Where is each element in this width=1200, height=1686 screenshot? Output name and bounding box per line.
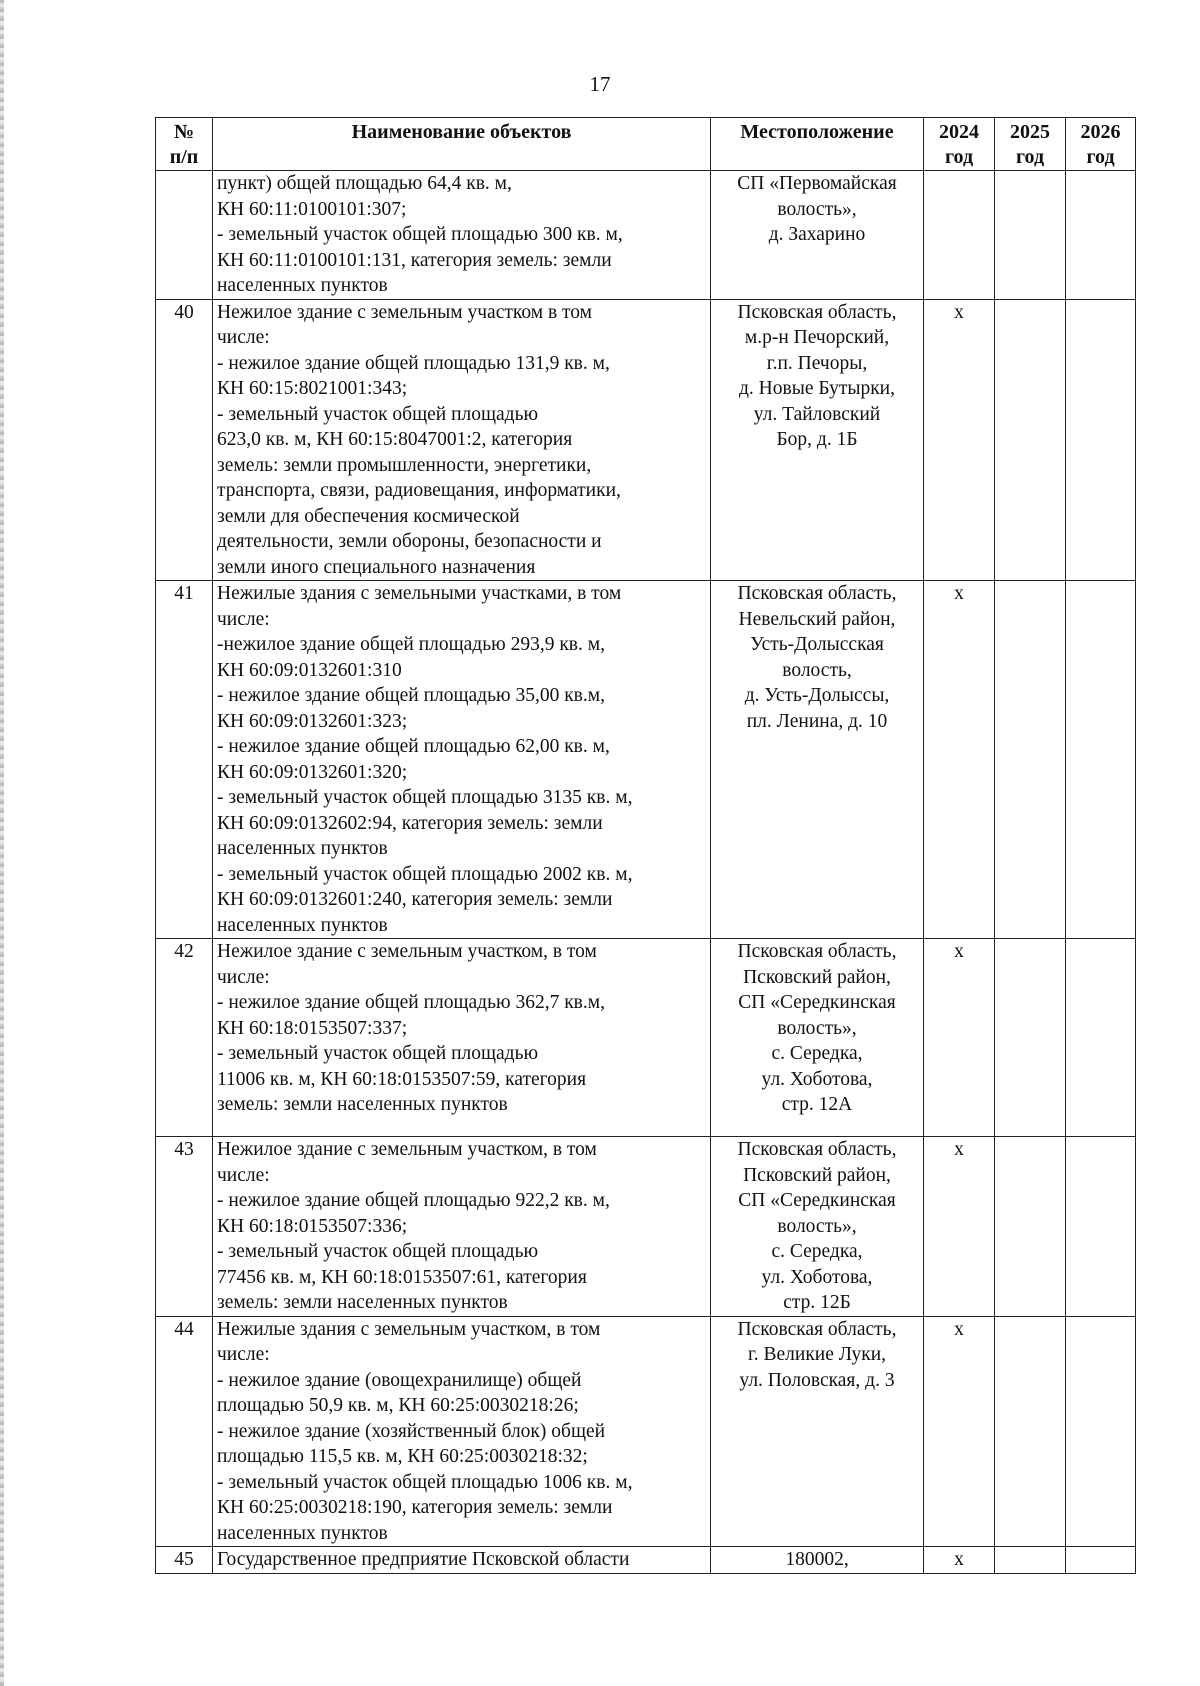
object-name-cell — [213, 1316, 711, 1547]
object-name-line: земель: земли населенных пунктов — [217, 1094, 508, 1115]
object-name-line: - земельный участок общей площадью — [217, 1043, 539, 1064]
year-mark-2024: х — [924, 1137, 995, 1317]
object-name-cell — [213, 939, 711, 1137]
year-mark-2024: х — [924, 939, 995, 1137]
location-line: Псковская область, — [737, 583, 897, 604]
location-line: волость», — [777, 198, 857, 220]
object-name-line: - нежилое здание общей площадью 131,9 кв. м, — [217, 352, 610, 374]
object-name-line: - нежилое здание (хозяйственный блок) общей — [217, 1420, 606, 1442]
year-mark-2025 — [995, 1137, 1066, 1317]
object-name-line: земель: земли населенных пунктов — [217, 1292, 508, 1313]
header-num-line: п/п — [169, 146, 199, 168]
location-line: СП «Середкинская — [738, 1190, 896, 1211]
location-line: СП «Середкинская — [738, 992, 896, 1013]
object-name-line: КН 60:09:0132602:94, категория земель: земли — [217, 812, 603, 834]
object-name-cell — [213, 1547, 711, 1574]
table-row — [156, 1547, 1136, 1574]
row-number: 40 — [156, 299, 213, 581]
table-row — [156, 171, 1136, 300]
object-name-line: - земельный участок общей площадью 300 кв. м, — [217, 224, 623, 245]
object-name-cell — [213, 171, 711, 300]
object-name-cell — [213, 581, 711, 939]
location-line: Бор, д. 1Б — [776, 429, 858, 450]
location-line: волость, — [782, 659, 852, 681]
location-cell — [711, 581, 924, 939]
header-year-line: 2026 — [1080, 121, 1121, 143]
object-name-line: КН 60:11:0100101:307; — [217, 198, 407, 220]
object-name-line: транспорта, связи, радиовещания, информатики, — [217, 480, 621, 501]
row-number: 42 — [156, 939, 213, 1137]
object-name-line: числе: — [217, 1164, 270, 1186]
location-line: Псковская область, — [737, 941, 897, 962]
year-mark-2025 — [995, 1316, 1066, 1547]
header-row — [156, 118, 1136, 171]
table-row — [156, 581, 1136, 939]
object-name-line: населенных пунктов — [217, 838, 388, 859]
object-name-cell — [213, 1137, 711, 1317]
header-num-line: № — [173, 121, 195, 143]
location-line: Псковский район, — [743, 966, 891, 988]
location-line: стр. 12А — [781, 1094, 853, 1115]
year-mark-2025 — [995, 1547, 1066, 1574]
year-mark-2024 — [924, 171, 995, 300]
year-mark-2024: х — [924, 1547, 995, 1574]
location-line: д. Новые Бутырки, — [739, 378, 895, 399]
object-name-line: Нежилые здания с земельным участком, в том — [217, 1318, 601, 1340]
object-name-line: площадью 50,9 кв. м, КН 60:25:0030218:26; — [217, 1395, 579, 1416]
object-name-line: - земельный участок общей площадью 1006 кв. м, — [217, 1471, 633, 1493]
row-number: 44 — [156, 1316, 213, 1547]
year-mark-2026 — [1066, 1316, 1136, 1547]
object-name-line: числе: — [217, 966, 270, 988]
object-name-cell — [213, 299, 711, 581]
table-header — [156, 118, 1136, 171]
table-row — [156, 299, 1136, 581]
object-name-line: деятельности, земли обороны, безопасности и — [217, 531, 602, 552]
year-mark-2024: х — [924, 1316, 995, 1547]
table-row — [156, 1316, 1136, 1547]
object-name-line: - нежилое здание общей площадью 62,00 кв. м, — [217, 736, 610, 757]
location-line: д. Усть-Долыссы, — [744, 685, 890, 706]
row-number: 45 — [156, 1547, 213, 1574]
object-name-line: числе: — [217, 608, 270, 630]
location-line: 180002, — [785, 1549, 849, 1570]
page-number: 17 — [589, 72, 611, 96]
object-name-line: площадью 115,5 кв. м, КН 60:25:0030218:32; — [217, 1446, 588, 1467]
location-line: Невельский район, — [738, 608, 896, 630]
object-name-line: КН 60:11:0100101:131, категория земель: земли — [217, 249, 612, 271]
location-line: м.р-н Печорский, — [744, 327, 890, 348]
header-num — [156, 118, 213, 171]
table-body — [156, 171, 1136, 1574]
object-name-line: земель: земли промышленности, энергетики, — [217, 454, 592, 476]
location-line: г. Великие Луки, — [747, 1344, 887, 1365]
object-name-line: - нежилое здание (овощехранилище) общей — [217, 1369, 582, 1391]
object-name-line: населенных пунктов — [217, 914, 388, 936]
table-row — [156, 1137, 1136, 1317]
year-mark-2026 — [1066, 299, 1136, 581]
header-year-line: год — [944, 146, 974, 168]
year-mark-2024: х — [924, 299, 995, 581]
object-name-line: - земельный участок общей площадью — [217, 1241, 539, 1262]
object-name-line: Нежилое здание с земельным участком в том — [217, 301, 593, 323]
object-name-line: пункт) общей площадью 64,4 кв. м, — [217, 173, 512, 194]
location-line: пл. Ленина, д. 10 — [746, 710, 888, 732]
year-mark-2024: х — [924, 581, 995, 939]
year-mark-2025 — [995, 171, 1066, 300]
location-line: ул. Хоботова, — [761, 1266, 873, 1288]
scan-edge — [0, 0, 4, 1686]
object-name-line: КН 60:09:0132601:323; — [217, 710, 408, 732]
location-line: ул. Половская, д. 3 — [739, 1369, 895, 1391]
location-cell — [711, 1316, 924, 1547]
location-line: с. Середка, — [771, 1043, 863, 1064]
location-line: волость», — [777, 1215, 857, 1237]
year-mark-2025 — [995, 299, 1066, 581]
row-number — [156, 171, 213, 300]
location-line: Псковская область, — [737, 1318, 897, 1340]
object-name-line: 11006 кв. м, КН 60:18:0153507:59, категория — [217, 1068, 587, 1090]
header-name: Наименование объектов — [213, 118, 711, 171]
object-name-line: Нежилое здание с земельным участком, в том — [217, 941, 597, 962]
location-cell — [711, 939, 924, 1137]
object-name-line: - земельный участок общей площадью 2002 кв. м, — [217, 863, 633, 885]
header-year-2024 — [924, 118, 995, 171]
objects-table — [155, 117, 1136, 1574]
location-line: волость», — [777, 1017, 857, 1039]
object-name-line: - земельный участок общей площадью 3135 кв. м, — [217, 787, 633, 808]
location-line: Псковский район, — [743, 1164, 891, 1186]
object-name-line: КН 60:09:0132601:320; — [217, 761, 408, 783]
row-number: 41 — [156, 581, 213, 939]
object-name-line: КН 60:18:0153507:336; — [217, 1215, 408, 1237]
location-line: Псковская область, — [737, 1139, 897, 1160]
year-mark-2025 — [995, 939, 1066, 1137]
location-line: ул. Тайловский — [753, 403, 881, 425]
location-line: г.п. Печоры, — [766, 352, 868, 374]
year-mark-2025 — [995, 581, 1066, 939]
header-year-line: 2025 — [1010, 121, 1050, 143]
location-line: ул. Хоботова, — [761, 1068, 873, 1090]
object-name-line: - земельный участок общей площадью — [217, 403, 539, 425]
object-name-line: - нежилое здание общей площадью 35,00 кв.м, — [217, 685, 605, 706]
object-name-line: Нежилое здание с земельным участком, в том — [217, 1139, 597, 1160]
object-name-line: Государственное предприятие Псковской области — [217, 1549, 630, 1570]
row-number: 43 — [156, 1137, 213, 1317]
location-line: с. Середка, — [771, 1241, 863, 1262]
object-name-line: -нежилое здание общей площадью 293,9 кв. м, — [217, 634, 605, 655]
object-name-line: КН 60:09:0132601:310 — [217, 659, 402, 681]
location-line: СП «Первомайская — [737, 173, 897, 194]
location-line: стр. 12Б — [783, 1292, 851, 1313]
header-year-line: год — [1086, 146, 1115, 168]
object-name-line: КН 60:18:0153507:337; — [217, 1017, 408, 1039]
object-name-line: - нежилое здание общей площадью 922,2 кв. м, — [217, 1190, 610, 1211]
location-cell — [711, 1137, 924, 1317]
object-name-line: населенных пунктов — [217, 275, 388, 296]
object-name-line: Нежилые здания с земельными участками, в том — [217, 583, 622, 604]
year-mark-2026 — [1066, 1547, 1136, 1574]
location-line: Псковская область, — [737, 301, 897, 323]
location-cell — [711, 171, 924, 300]
location-cell — [711, 1547, 924, 1574]
object-name-line: населенных пунктов — [217, 1522, 388, 1544]
object-name-line: КН 60:15:8021001:343; — [217, 378, 408, 399]
location-line: Усть-Долысская — [750, 634, 884, 655]
header-year-line: 2024 — [939, 121, 979, 143]
object-name-line: числе: — [217, 327, 270, 348]
object-name-line: 77456 кв. м, КН 60:18:0153507:61, категория — [217, 1266, 587, 1288]
year-mark-2026 — [1066, 1137, 1136, 1317]
header-year-2026 — [1066, 118, 1136, 171]
header-year-2025 — [995, 118, 1066, 171]
object-name-line: числе: — [217, 1344, 270, 1365]
location-cell — [711, 299, 924, 581]
object-name-line: 623,0 кв. м, КН 60:15:8047001:2, категория — [217, 429, 573, 450]
object-name-line: КН 60:09:0132601:240, категория земель: земли — [217, 889, 613, 910]
year-mark-2026 — [1066, 171, 1136, 300]
object-name-line: - нежилое здание общей площадью 362,7 кв.м, — [217, 992, 605, 1013]
header-location: Местоположение — [711, 118, 924, 171]
object-name-line: КН 60:25:0030218:190, категория земель: земли — [217, 1497, 613, 1518]
header-year-line: год — [1015, 146, 1045, 168]
table-row — [156, 939, 1136, 1137]
location-line: д. Захарино — [768, 224, 866, 245]
year-mark-2026 — [1066, 581, 1136, 939]
object-name-line: земли для обеспечения космической — [217, 505, 520, 527]
object-name-line: земли иного специального назначения — [217, 556, 536, 578]
year-mark-2026 — [1066, 939, 1136, 1137]
